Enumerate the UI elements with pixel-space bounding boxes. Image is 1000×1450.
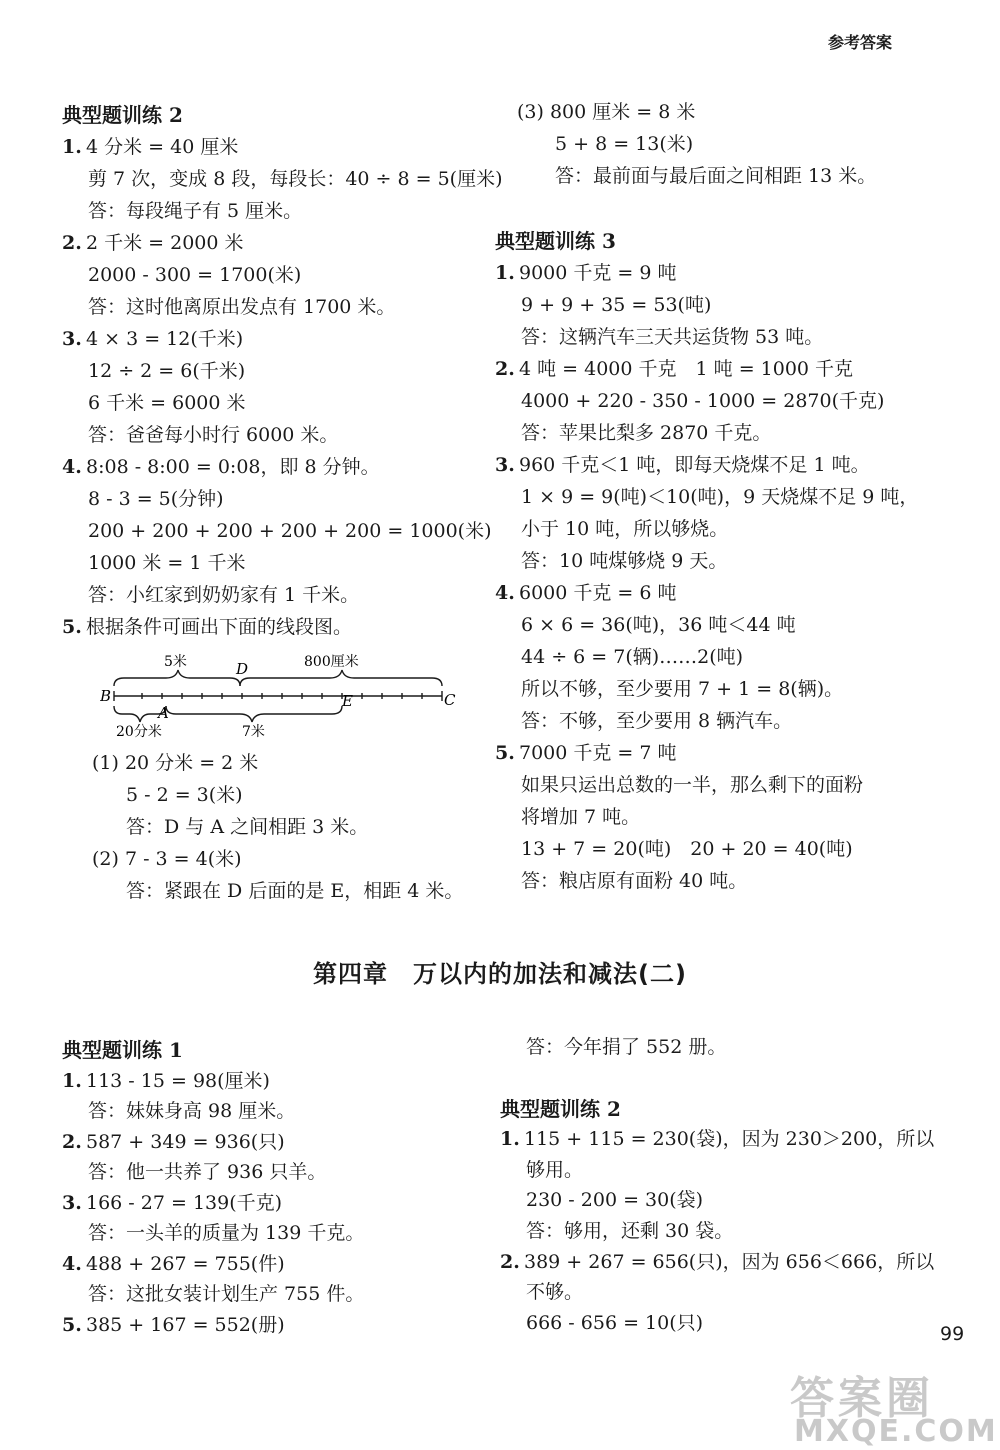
answer-line: 不够。 bbox=[526, 1281, 584, 1303]
label-5m: 5米 bbox=[164, 654, 187, 670]
answer-line: 4. 6000 千克 = 6 吨 bbox=[495, 582, 677, 604]
answer-line: 12 ÷ 2 = 6(千米) bbox=[88, 360, 246, 382]
answer-line: 3. 960 千克＜1 吨，即每天烧煤不足 1 吨。 bbox=[495, 454, 870, 476]
answer-line: 将增加 7 吨。 bbox=[521, 806, 641, 828]
answer-line: 答：每段绳子有 5 厘米。 bbox=[88, 200, 303, 222]
answer-line: (3) 800 厘米 = 8 米 bbox=[517, 101, 696, 123]
section-heading: 典型题训练 3 bbox=[495, 229, 616, 253]
item-number: 1. bbox=[62, 1070, 82, 1092]
answer-line: 6 千米 = 6000 米 bbox=[88, 392, 246, 414]
answer-line: 8 - 3 = 5(分钟) bbox=[88, 488, 224, 510]
item-number: 3. bbox=[62, 1192, 82, 1214]
page-number: 99 bbox=[940, 1323, 965, 1345]
answer-line: 答：苹果比梨多 2870 千克。 bbox=[521, 422, 772, 444]
item-number: 3. bbox=[495, 454, 515, 476]
label-e: E bbox=[342, 692, 353, 710]
answer-line: 5. 7000 千克 = 7 吨 bbox=[495, 742, 677, 764]
answer-line: 所以不够，至少要用 7 + 1 = 8(辆)。 bbox=[521, 678, 844, 700]
item-number: 3. bbox=[62, 328, 82, 350]
watermark-logo: 答案圈 MXQE.COM bbox=[790, 1373, 998, 1449]
answer-line: 够用。 bbox=[526, 1159, 584, 1181]
answer-line: 13 + 7 = 20(吨) 20 + 20 = 40(吨) bbox=[521, 838, 853, 860]
answer-line: 1. 9000 千克 = 9 吨 bbox=[495, 262, 677, 284]
answer-line: 4. 488 + 267 = 755(件) bbox=[62, 1253, 285, 1275]
item-number: 1. bbox=[500, 1128, 520, 1150]
page-header: 参考答案 bbox=[827, 33, 892, 52]
answer-line: 230 - 200 = 30(袋) bbox=[526, 1189, 704, 1211]
answer-line: (1) 20 分米 = 2 米 bbox=[92, 752, 259, 774]
answer-line: 4000 + 220 - 350 - 1000 = 2870(千克) bbox=[521, 390, 885, 412]
item-number: 2. bbox=[495, 358, 515, 380]
answer-line: 666 - 656 = 10(只) bbox=[526, 1312, 704, 1334]
answer-line: 1000 米 = 1 千米 bbox=[88, 552, 246, 574]
section-heading: 典型题训练 2 bbox=[62, 103, 183, 127]
answer-line: 5. 385 + 167 = 552(册) bbox=[62, 1314, 285, 1336]
item-number: 1. bbox=[495, 262, 515, 284]
item-number: 5. bbox=[62, 1314, 82, 1336]
chapter-title: 第四章 万以内的加法和减法(二) bbox=[313, 960, 687, 988]
answer-line: 2. 2 千米 = 2000 米 bbox=[62, 232, 244, 254]
answer-line: 1. 115 + 115 = 230(袋)，因为 230＞200，所以 bbox=[500, 1128, 935, 1150]
answer-line: 答：D 与 A 之间相距 3 米。 bbox=[126, 816, 369, 838]
item-number: 4. bbox=[495, 582, 515, 604]
answer-line: 答：他一共养了 936 只羊。 bbox=[88, 1161, 327, 1183]
label-a: A bbox=[158, 704, 169, 722]
label-20dm: 20分米 bbox=[116, 724, 162, 740]
item-number: 2. bbox=[62, 232, 82, 254]
answer-line: 4. 8:08 - 8:00 = 0:08，即 8 分钟。 bbox=[62, 456, 380, 478]
answer-line: 3. 4 × 3 = 12(千米) bbox=[62, 328, 244, 350]
answer-line: 3. 166 - 27 = 139(千克) bbox=[62, 1192, 283, 1214]
item-number: 4. bbox=[62, 456, 82, 478]
item-number: 5. bbox=[495, 742, 515, 764]
answer-line: (2) 7 - 3 = 4(米) bbox=[92, 848, 242, 870]
answer-line: 答：紧跟在 D 后面的是 E，相距 4 米。 bbox=[126, 880, 464, 902]
brace-5m bbox=[114, 670, 240, 686]
brace-7m bbox=[166, 706, 342, 722]
answer-line: 2. 587 + 349 = 936(只) bbox=[62, 1131, 285, 1153]
label-7m: 7米 bbox=[242, 724, 265, 740]
answer-line: 44 ÷ 6 = 7(辆)……2(吨) bbox=[521, 646, 744, 668]
answer-line: 如果只运出总数的一半，那么剩下的面粉 bbox=[521, 774, 864, 796]
answer-line: 5 + 8 = 13(米) bbox=[555, 133, 694, 155]
answer-line: 答：妹妹身高 98 厘米。 bbox=[88, 1100, 296, 1122]
answer-line: 2000 - 300 = 1700(米) bbox=[88, 264, 302, 286]
answer-line: 剪 7 次，变成 8 段，每段长：40 ÷ 8 = 5(厘米) bbox=[88, 168, 503, 190]
answer-line: 2. 4 吨 = 4000 千克 1 吨 = 1000 千克 bbox=[495, 358, 854, 380]
answer-line: 答：这时他离原出发点有 1700 米。 bbox=[88, 296, 396, 318]
section-heading: 典型题训练 1 bbox=[62, 1038, 183, 1062]
answer-line: 2. 389 + 267 = 656(只)，因为 656＜666，所以 bbox=[500, 1251, 935, 1273]
answer-line: 答：够用，还剩 30 袋。 bbox=[526, 1220, 734, 1242]
answer-line: 5 - 2 = 3(米) bbox=[126, 784, 243, 806]
answer-line: 答：一头羊的质量为 139 千克。 bbox=[88, 1222, 365, 1244]
line-segment-diagram bbox=[100, 650, 460, 742]
item-number: 1. bbox=[62, 136, 82, 158]
answer-line: 200 + 200 + 200 + 200 + 200 = 1000(米) bbox=[88, 520, 492, 542]
item-number: 4. bbox=[62, 1253, 82, 1275]
label-d: D bbox=[236, 660, 249, 678]
answer-line: 答：这批女装计划生产 755 件。 bbox=[88, 1283, 365, 1305]
answer-line: 小于 10 吨，所以够烧。 bbox=[521, 518, 729, 540]
answer-line: 答：最前面与最后面之间相距 13 米。 bbox=[555, 165, 877, 187]
answer-line: 答：今年捐了 552 册。 bbox=[526, 1036, 727, 1058]
item-number: 2. bbox=[62, 1131, 82, 1153]
answer-line: 9 + 9 + 35 = 53(吨) bbox=[521, 294, 712, 316]
label-b: B bbox=[100, 687, 112, 705]
answer-line: 答：10 吨煤够烧 9 天。 bbox=[521, 550, 728, 572]
item-number: 2. bbox=[500, 1251, 520, 1273]
answer-line: 答：爸爸每小时行 6000 米。 bbox=[88, 424, 339, 446]
answer-line: 答：不够，至少要用 8 辆汽车。 bbox=[521, 710, 793, 732]
answer-line: 答：这辆汽车三天共运货物 53 吨。 bbox=[521, 326, 824, 348]
item-number: 5. bbox=[62, 616, 82, 638]
brace-800cm bbox=[240, 670, 442, 686]
answer-line: 1 × 9 = 9(吨)＜10(吨)，9 天烧煤不足 9 吨， bbox=[521, 486, 919, 508]
answer-line: 1. 113 - 15 = 98(厘米) bbox=[62, 1070, 270, 1092]
section-heading: 典型题训练 2 bbox=[500, 1097, 621, 1121]
label-800cm: 800厘米 bbox=[304, 654, 359, 670]
answer-line: 答：粮店原有面粉 40 吨。 bbox=[521, 870, 748, 892]
answer-line: 1. 4 分米 = 40 厘米 bbox=[62, 136, 239, 158]
answer-line: 答：小红家到奶奶家有 1 千米。 bbox=[88, 584, 360, 606]
label-c: C bbox=[444, 691, 456, 709]
answer-line: 6 × 6 = 36(吨)，36 吨＜44 吨 bbox=[521, 614, 796, 636]
answer-line: 5. 根据条件可画出下面的线段图。 bbox=[62, 616, 353, 638]
